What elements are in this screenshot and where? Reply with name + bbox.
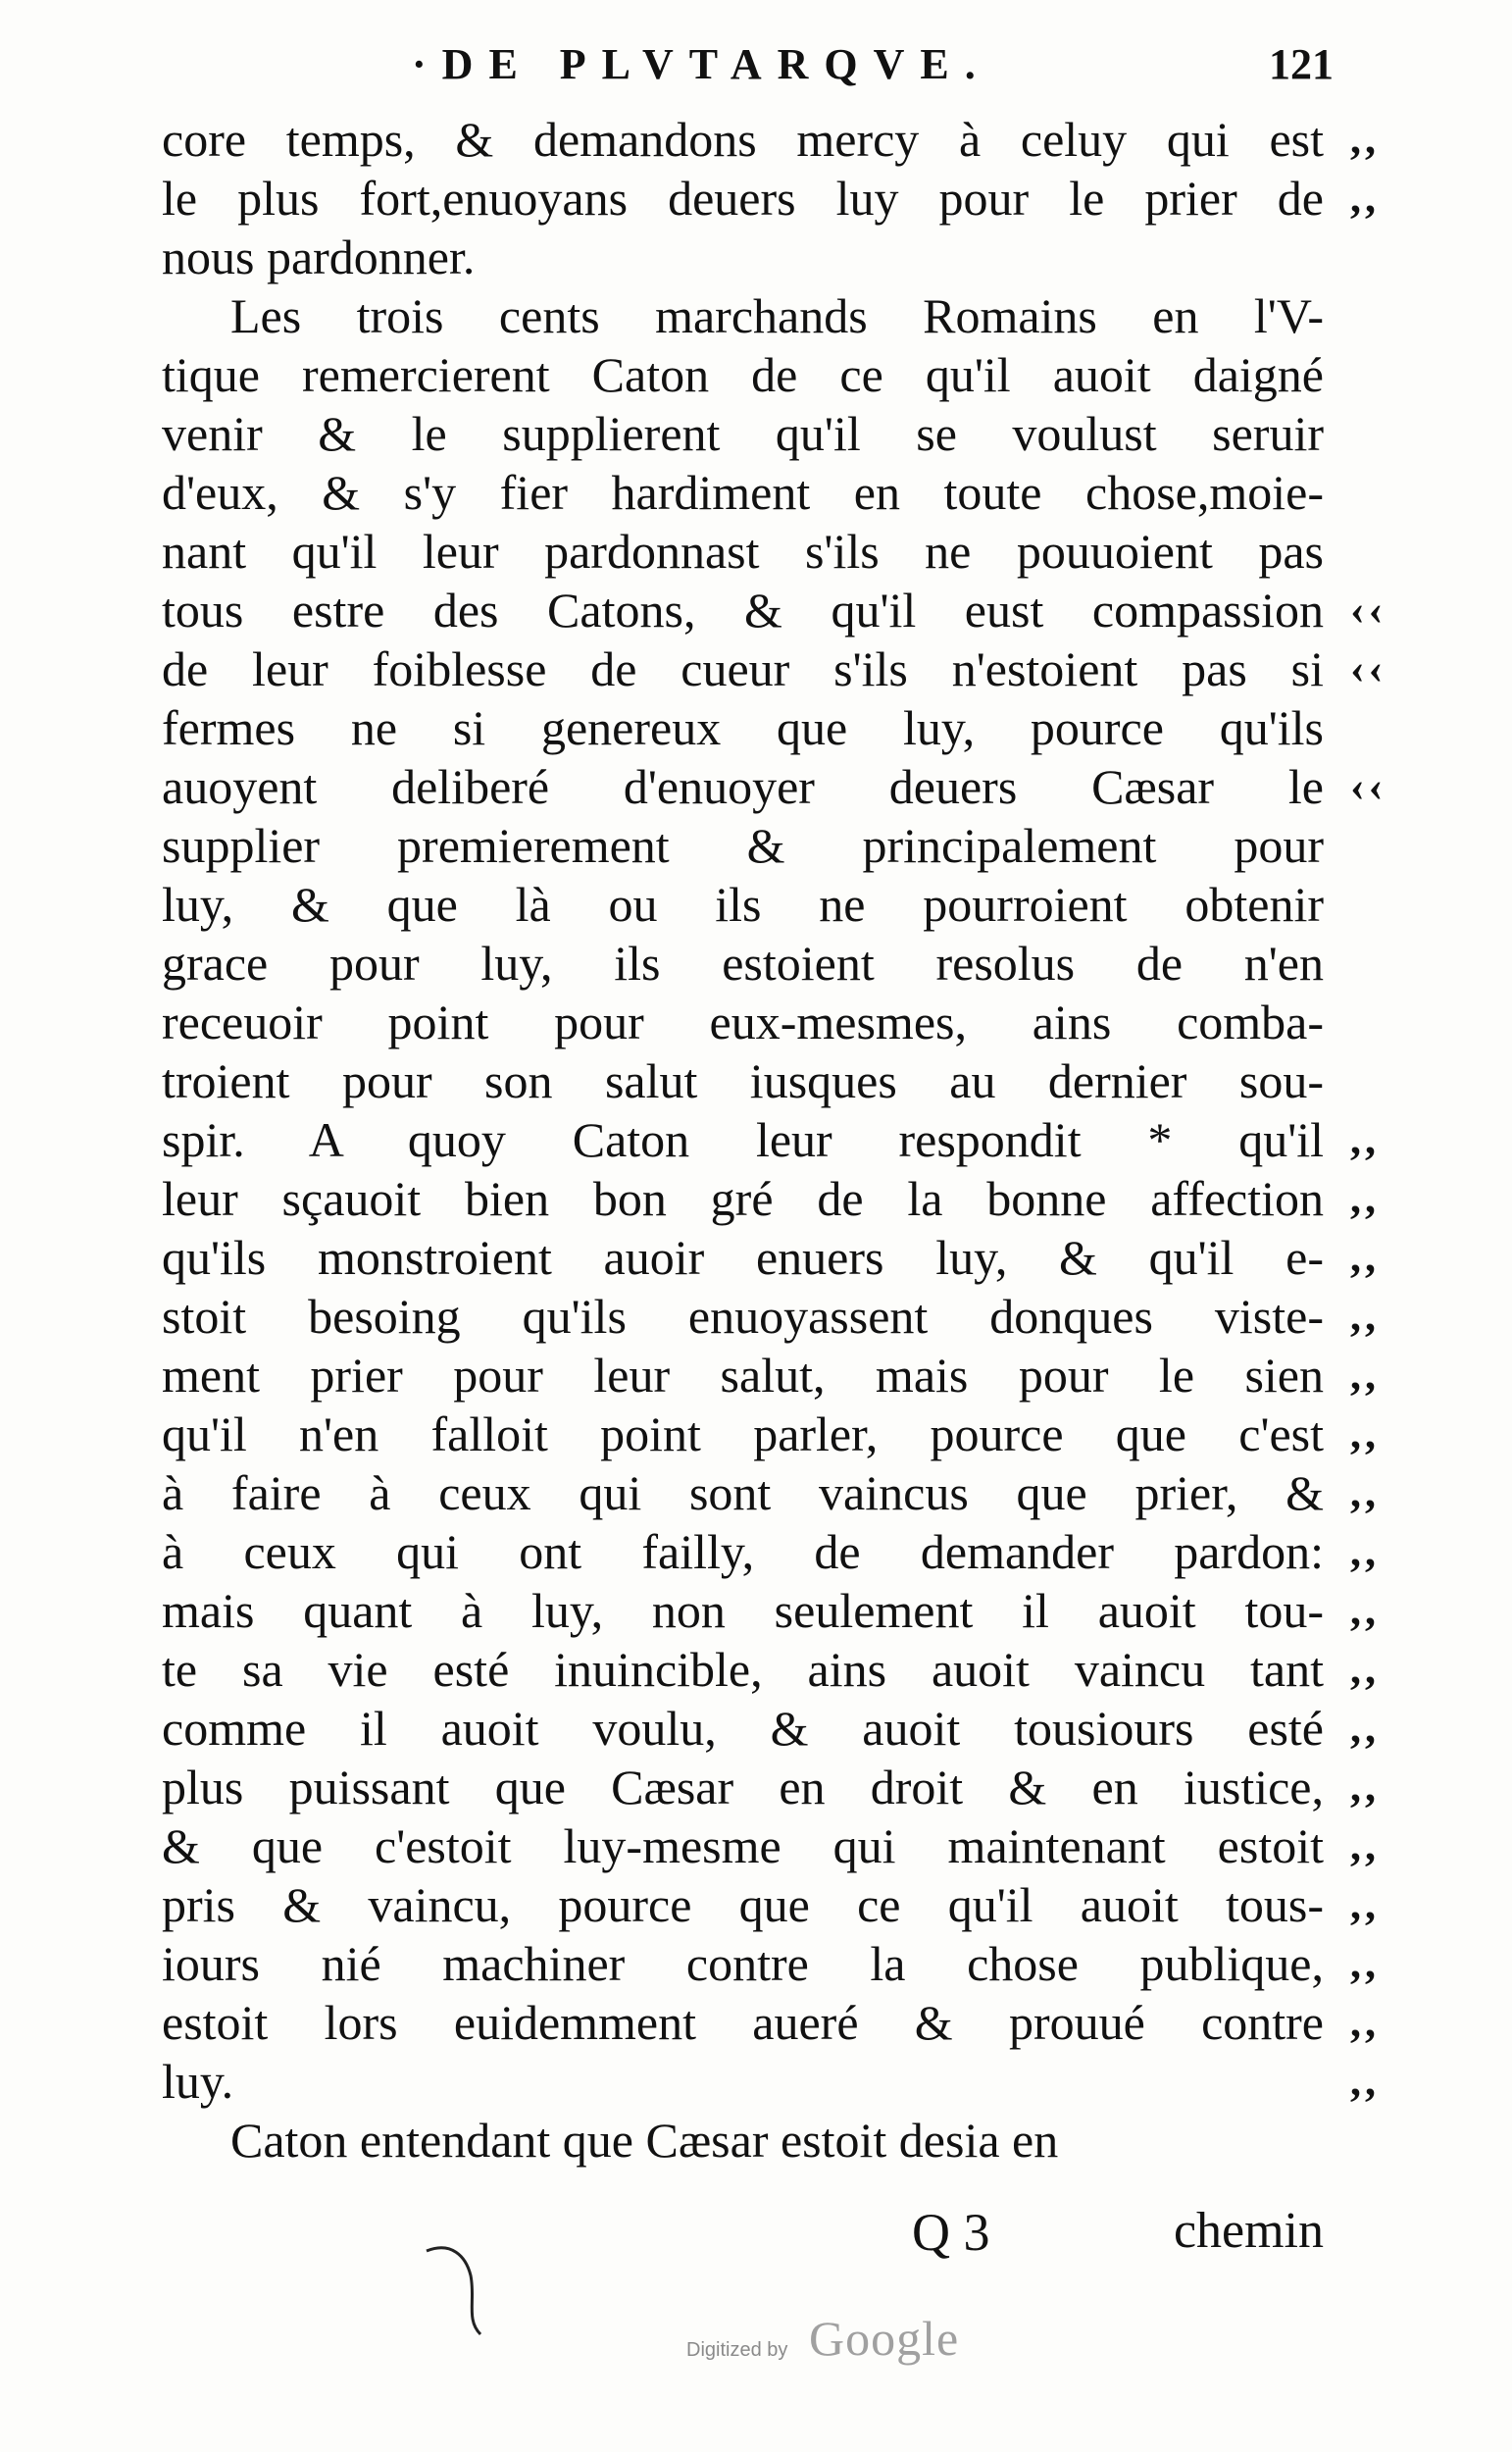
text-line (162, 228, 1324, 286)
line-text: pris & vaincu, pource que ce qu'il auoit tous- (162, 1877, 1324, 1932)
text-line (162, 1110, 1380, 1169)
line-text: mais quant à luy, non seulement il auoit tou- (162, 1583, 1324, 1638)
line-text: estoit lors euidemment aueré & prouué contre (162, 1995, 1324, 2050)
text-line (162, 875, 1324, 934)
text-line (162, 934, 1324, 993)
body-text (162, 110, 1387, 2170)
text-line (162, 1699, 1380, 1758)
ink-stroke-mark (422, 2236, 529, 2344)
line-text: nant qu'il leur pardonnast s'ils ne pouuoient pas (162, 524, 1324, 579)
margin-quote-mark: ,, (1350, 1998, 1380, 2046)
line-text: venir & le supplierent qu'il se voulust seruir (162, 406, 1324, 461)
text-line (162, 463, 1324, 522)
text-line (162, 1934, 1380, 1993)
line-text: luy. (162, 2054, 234, 2109)
line-text: receuoir point pour eux-mesmes, ains comba- (162, 995, 1324, 1049)
text-line (162, 1169, 1380, 1228)
line-text: qu'il n'en falloit point parler, pource que c'est (162, 1406, 1324, 1461)
text-line (162, 2052, 1380, 2111)
line-text: te sa vie esté inuincible, ains auoit vaincu tant (162, 1642, 1324, 1697)
line-text: luy, & que là ou ils ne pourroient obtenir (162, 877, 1324, 932)
line-text: Les trois cents marchands Romains en l'V- (230, 288, 1324, 343)
line-text: troient pour son salut iusques au dernier sou- (162, 1053, 1324, 1108)
margin-quote-mark: ,, (1350, 1233, 1380, 1281)
text-line (162, 2111, 1324, 2170)
text-line (162, 1640, 1380, 1699)
google-logo: Google (809, 2311, 960, 2366)
line-text: Caton entendant que Cæsar estoit desia en (230, 2113, 1059, 2168)
signature-mark: Q 3 (912, 2203, 990, 2262)
line-text: stoit besoing qu'ils enuoyassent donques viste- (162, 1289, 1324, 1344)
text-line (162, 698, 1324, 757)
margin-quote-mark: ,, (1350, 1821, 1380, 1869)
page-number: 121 (1269, 40, 1334, 88)
text-line (162, 581, 1387, 639)
margin-quote-mark: ,, (1350, 1527, 1380, 1575)
line-text: & que c'estoit luy-mesme qui maintenant estoit (162, 1818, 1324, 1873)
margin-quote-mark: ,, (1350, 1586, 1380, 1634)
margin-quote-mark: ,, (1350, 1880, 1380, 1928)
margin-quote-mark: ,, (1350, 1468, 1380, 1516)
margin-quote-mark: ,, (1350, 1351, 1380, 1399)
text-line (162, 1051, 1324, 1110)
line-text: tous estre des Catons, & qu'il eust compassion (162, 583, 1324, 638)
line-text: leur sçauoit bien bon gré de la bonne affection (162, 1171, 1324, 1226)
text-line (162, 110, 1380, 169)
text-line (162, 1346, 1380, 1405)
text-line (162, 286, 1324, 345)
digitized-by-label: Digitized by (686, 2339, 788, 2361)
line-text: nous pardonner. (162, 230, 476, 284)
margin-quote-mark: ‹‹ (1350, 644, 1387, 692)
line-text: à ceux qui ont failly, de demander pardon: (162, 1524, 1324, 1579)
margin-quote-mark: ,, (1350, 1762, 1380, 1811)
text-line (162, 1993, 1380, 2052)
line-text: qu'ils monstroient auoir enuers luy, & qu'il e- (162, 1230, 1324, 1285)
line-text: iours nié machiner contre la chose publique, (162, 1936, 1324, 1991)
line-text: core temps, & demandons mercy à celuy qui est (162, 112, 1324, 167)
margin-quote-mark: ,, (1350, 1292, 1380, 1340)
running-head: ·DE PLVTARQVE. (412, 40, 991, 88)
text-line (162, 1875, 1380, 1934)
text-line (162, 993, 1324, 1051)
margin-quote-mark: ,, (1350, 2057, 1380, 2105)
text-line (162, 1758, 1380, 1816)
line-text: ment prier pour leur salut, mais pour le sien (162, 1348, 1324, 1403)
line-text: supplier premierement & principalement pour (162, 818, 1324, 873)
line-text: tique remercierent Caton de ce qu'il auoit daigné (162, 347, 1324, 402)
text-line (162, 1581, 1380, 1640)
text-line (162, 1287, 1380, 1346)
line-text: fermes ne si genereux que luy, pource qu'ils (162, 700, 1324, 755)
text-line (162, 1522, 1380, 1581)
text-line (162, 404, 1324, 463)
catchword: chemin (1173, 2203, 1324, 2259)
margin-quote-mark: ,, (1350, 1409, 1380, 1457)
line-text: le plus fort,enuoyans deuers luy pour le prier de (162, 171, 1324, 226)
text-line (162, 1405, 1380, 1463)
text-line (162, 522, 1324, 581)
text-line (162, 345, 1324, 404)
text-line (162, 1463, 1380, 1522)
text-line (162, 639, 1387, 698)
page-header (412, 39, 1392, 108)
margin-quote-mark: ‹‹ (1350, 586, 1387, 634)
margin-quote-mark: ,, (1350, 1704, 1380, 1752)
line-text: spir. A quoy Caton leur respondit * qu'il (162, 1112, 1324, 1167)
text-line (162, 169, 1380, 228)
line-text: plus puissant que Cæsar en droit & en iustice, (162, 1760, 1324, 1814)
line-text: grace pour luy, ils estoient resolus de n'en (162, 936, 1324, 991)
line-text: à faire à ceux qui sont vaincus que prier, & (162, 1465, 1324, 1520)
page-footer (912, 2202, 1324, 2271)
margin-quote-mark: ,, (1350, 174, 1380, 222)
line-text: d'eux, & s'y fier hardiment en toute chose,moie- (162, 465, 1324, 520)
digitization-watermark (686, 2310, 1000, 2378)
line-text: de leur foiblesse de cueur s'ils n'estoient pas si (162, 641, 1324, 696)
line-text: auoyent deliberé d'enuoyer deuers Cæsar le (162, 759, 1324, 814)
text-line (162, 1228, 1380, 1287)
text-line (162, 1816, 1380, 1875)
margin-quote-mark: ,, (1350, 1645, 1380, 1693)
line-text: comme il auoit voulu, & auoit tousiours esté (162, 1701, 1324, 1756)
margin-quote-mark: ,, (1350, 115, 1380, 163)
margin-quote-mark: ‹‹ (1350, 762, 1387, 810)
margin-quote-mark: ,, (1350, 1939, 1380, 1987)
margin-quote-mark: ,, (1350, 1115, 1380, 1163)
margin-quote-mark: ,, (1350, 1174, 1380, 1222)
text-line (162, 816, 1324, 875)
text-line (162, 757, 1387, 816)
